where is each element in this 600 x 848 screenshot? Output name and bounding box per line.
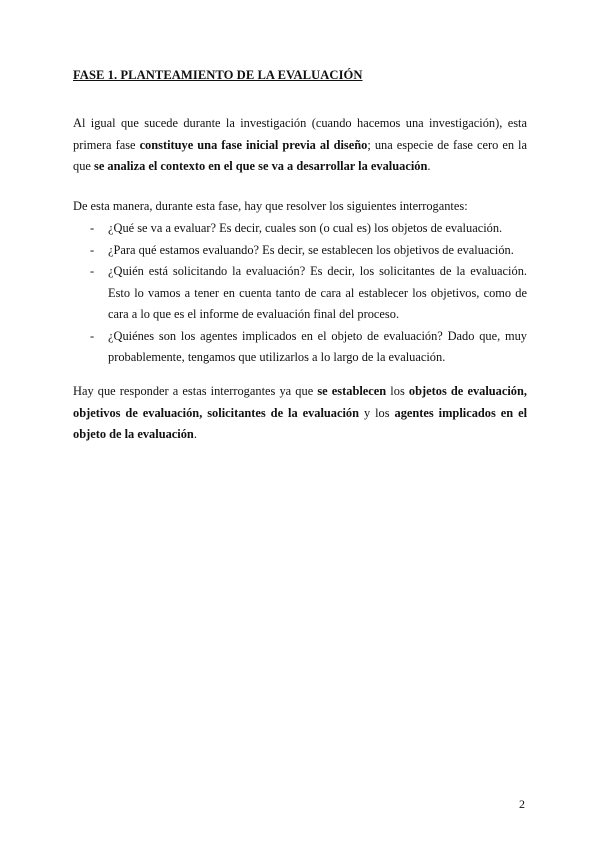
- conclusion-bold-3: agentes implicados en el objeto de la evaluación: [73, 405, 528, 441]
- intro-text-1: Al igual que sucede durante la investigación (cuando hacemos una investigación), esta primera fase: [73, 116, 527, 152]
- list-dash: -: [90, 221, 95, 235]
- conclusion-paragraph: [73, 381, 527, 446]
- conclusion-text-2: los: [386, 384, 409, 398]
- conclusion-text-3: y los: [359, 405, 395, 420]
- list-dash: -: [90, 242, 95, 257]
- list-dash: -: [90, 264, 95, 278]
- list-item: [73, 218, 527, 240]
- intro-text-3: .: [427, 159, 431, 173]
- conclusion-text-1: Hay que responder a estas interrogantes ya que: [73, 384, 318, 398]
- conclusion-bold-2: objetos de evaluación, objetivos de evaluación, solicitantes de la evaluación: [73, 384, 527, 420]
- list-item-text: ¿Quién está solicitando la evaluación? Es decir, los solicitantes de la evaluación. Esto lo vamos a tener en cuenta tanto de cara al establecer los objetivos, como de cara a lo que es el informe de evaluación final del proceso.: [108, 264, 527, 321]
- intro-bold-1: constituye una fase inicial previa al diseño: [139, 137, 368, 152]
- conclusion-text-4: .: [193, 427, 197, 441]
- list-item-text: ¿Para qué estamos evaluando? Es decir, se establecen los objetivos de evaluación.: [108, 242, 514, 257]
- list-item-text: ¿Quiénes son los agentes implicados en el objeto de evaluación? Dado que, muy probablemente, tengamos que utilizarlos a lo largo de la evaluación.: [108, 328, 527, 364]
- list-item: [73, 240, 527, 262]
- questions-intro-paragraph: De esta manera, durante esta fase, hay que resolver los siguientes interrogantes:: [73, 199, 468, 213]
- questions-list: [73, 218, 527, 369]
- intro-bold-2: se analiza el contexto en el que se va a desarrollar la evaluación: [94, 159, 428, 173]
- page-number: 2: [519, 797, 525, 811]
- list-item-text: ¿Qué se va a evaluar? Es decir, cuales son (o cual es) los objetos de evaluación.: [108, 221, 503, 235]
- list-item: [73, 326, 527, 369]
- section-heading: FASE 1. PLANTEAMIENTO DE LA EVALUACIÓN: [73, 68, 363, 82]
- list-dash: -: [90, 328, 95, 343]
- intro-paragraph: [73, 113, 527, 178]
- conclusion-bold-1: se establecen: [317, 384, 387, 398]
- intro-text-2: ; una especie de fase cero en la que: [73, 137, 528, 173]
- list-item: [73, 261, 527, 326]
